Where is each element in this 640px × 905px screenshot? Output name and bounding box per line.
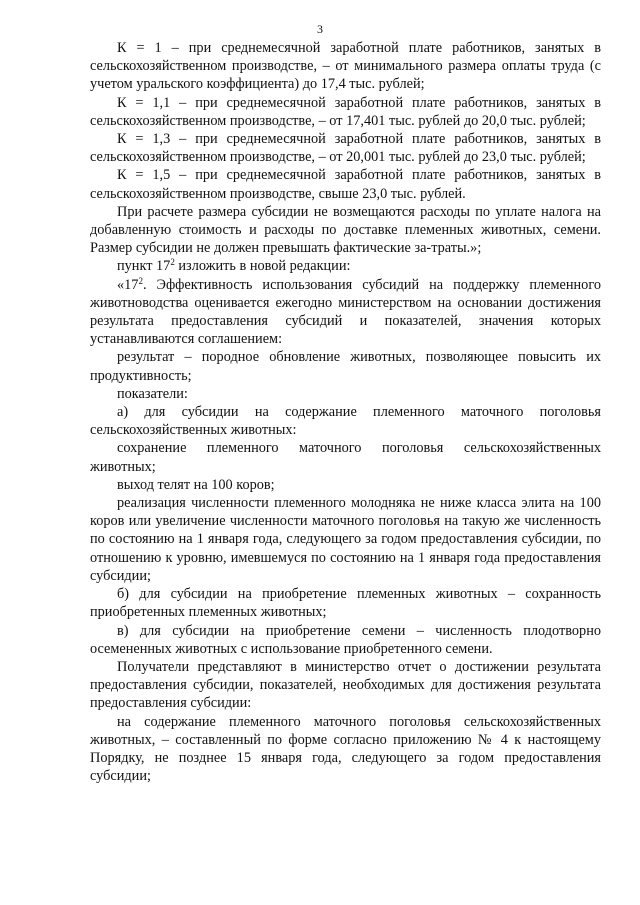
page-number: 3 xyxy=(317,22,323,36)
paragraph-item-17-2 xyxy=(90,276,601,349)
paragraph-k15: К = 1,5 – при среднемесячной заработной плате работников, занятых в сельскохозяйственном производстве, свыше 23,0 тыс. рублей. xyxy=(90,167,601,202)
paragraph-result: результат – породное обновление животных, позволяющее повысить их продуктивность; xyxy=(90,349,601,384)
paragraph-maintenance: на содержание племенного маточного поголовья сельскохозяйственных животных, – составленный по форме согласно приложению № 4 к настоящему Порядку, не позднее 15 января года, следующего за годом предоставления субсидии; xyxy=(90,713,601,785)
paragraph-k1: К = 1 – при среднемесячной заработной плате работников, занятых в сельскохозяйственном производстве, – от минимального размера оплаты труда (с учетом уральского коэффициента) до 17,4 тыс. рублей; xyxy=(90,40,601,93)
document-body xyxy=(90,39,601,785)
paragraph-v: в) для субсидии на приобретение семени – численность плодотворно осемененных животных с использование приобретенного семени. xyxy=(90,622,601,657)
paragraph-a: а) для субсидии на содержание племенного маточного поголовья сельскохозяйственных животных: xyxy=(90,404,601,439)
paragraph-no-compensation: При расчете размера субсидии не возмещаются расходы по уплате налога на добавленную стоимость и расходы по доставке племенных животных, семени. Размер субсидии не должен превышать фактические за-траты.»; xyxy=(90,203,601,257)
point-suffix: изложить в новой редакции: xyxy=(174,258,351,275)
paragraph-realization: реализация численности племенного молодняка не ниже класса элита на 100 коров или увеличение численности маточного поголовья на такую же численность по состоянию на 1 января года, следующего за годом предоставления субсидии, по отношению к уровню, имевшемуся по состоянию на 1 января года предоставления субсидии; xyxy=(90,495,601,584)
paragraph-recipients: Получатели представляют в министерство отчет о достижении результата предоставления субсидии, показателей, необходимых для достижения результата предоставления субсидии: xyxy=(90,658,601,712)
point-prefix: пункт 17 xyxy=(117,258,171,275)
item-prefix: «17 xyxy=(117,276,139,293)
point-superscript: 2 xyxy=(170,257,175,268)
paragraph-preservation: сохранение племенного маточного поголовья сельскохозяйственных животных; xyxy=(90,440,601,475)
paragraph-point-17-2 xyxy=(90,257,601,275)
item-suffix: . Эффективность использования субсидий на поддержку племенного животноводства оценивается ежегодно министерством на основании достижения результата предоставления субсидий и показателей, значения которых устанавливаются соглашением: xyxy=(90,276,601,348)
paragraph-b: б) для субсидии на приобретение племенных животных – сохранность приобретенных племенных животных; xyxy=(90,586,601,621)
paragraph-calves: выход телят на 100 коров; xyxy=(117,476,275,493)
paragraph-indicators: показатели: xyxy=(117,385,188,402)
item-superscript: 2 xyxy=(138,275,143,286)
paragraph-k11: К = 1,1 – при среднемесячной заработной плате работников, занятых в сельскохозяйственном производстве, – от 17,401 тыс. рублей до 20,0 тыс. рублей; xyxy=(90,94,601,129)
paragraph-k13: К = 1,3 – при среднемесячной заработной плате работников, занятых в сельскохозяйственном производстве, – от 20,001 тыс. рублей до 23,0 тыс. рублей; xyxy=(90,131,601,166)
